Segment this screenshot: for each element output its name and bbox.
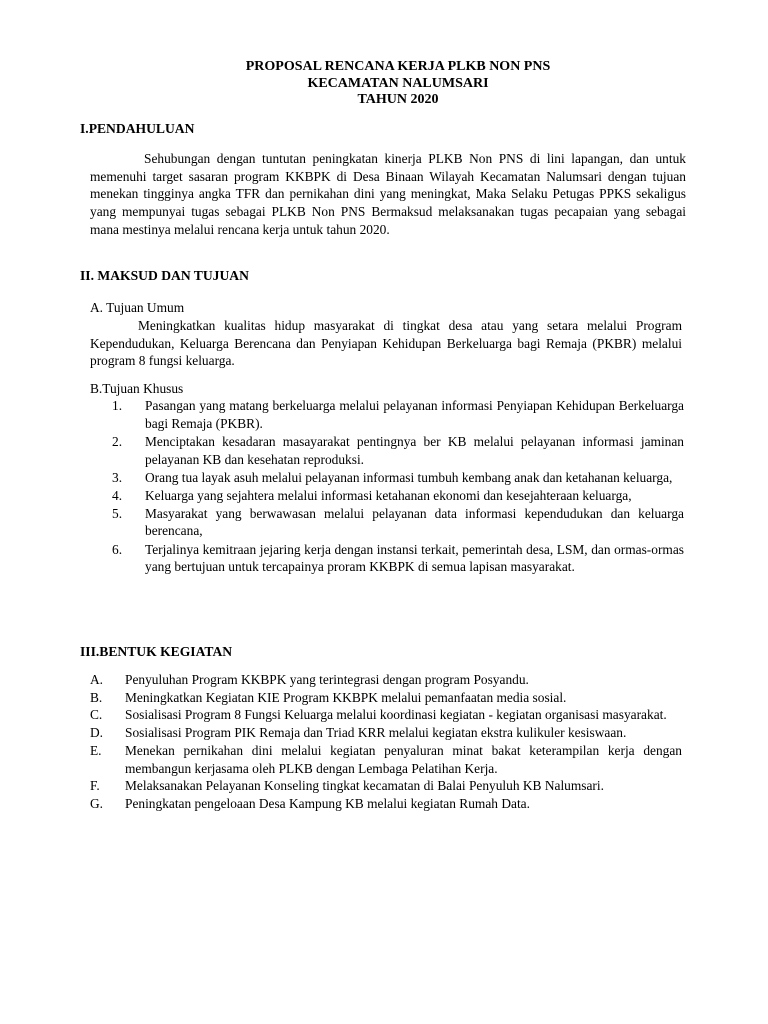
list-item — [90, 487, 684, 505]
list-item-text: Orang tua layak asuh melalui pelayanan informasi tumbuh kembang anak dan ketahanan keluarga, — [145, 469, 673, 485]
list-item — [90, 505, 684, 540]
title-line-1: PROPOSAL RENCANA KERJA PLKB NON PNS — [245, 59, 551, 74]
list-item-text: Terjalinya kemitraan jejaring kerja dengan instansi terkait, pemerintah desa, LSM, dan ormas-ormas yang bertujuan untuk tercapainya proram KKBPK di semua lapisan masyarakat. — [145, 541, 684, 575]
list-item-text: Sosialisasi Program PIK Remaja dan Triad KRR melalui kegiatan ekstra kulikuler kesiswaan. — [125, 725, 627, 741]
list-item-letter: D. — [90, 725, 104, 741]
list-item-number: 2. — [112, 433, 123, 449]
list-item — [90, 724, 682, 742]
list-item — [90, 469, 684, 487]
list-item — [90, 671, 682, 689]
list-item — [90, 777, 682, 795]
tujuan-umum-text: Meningkatkan kualitas hidup masyarakat di tingkat desa atau yang setara melalui Program Kependudukan, Keluarga Berencana dan Penyiapan Kehidupan Berkeluarga bagi Remaja (PKBR) melalui program 8 fungsi keluarga. — [90, 318, 682, 369]
bentuk-kegiatan-list — [90, 671, 682, 813]
list-item-text: Pasangan yang matang berkeluarga melalui pelayanan informasi Penyiapan Kehidupan Berkeluarga bagi Remaja (PKBR). — [145, 398, 684, 431]
list-item-text: Peningkatan pengeloaan Desa Kampung KB melalui kegiatan Rumah Data. — [125, 795, 530, 811]
list-item — [90, 397, 684, 432]
tujuan-umum-label: A. Tujuan Umum — [90, 300, 185, 315]
list-item-text: Keluarga yang sejahtera melalui informasi ketahanan ekonomi dan kesejahteraan keluarga, — [145, 487, 632, 503]
list-item-text: Sosialisasi Program 8 Fungsi Keluarga melalui koordinasi kegiatan - kegiatan organisasi masyarakat. — [125, 707, 667, 723]
tujuan-umum-paragraph — [90, 317, 682, 370]
title-line-2: KECAMATAN NALUMSARI — [307, 75, 489, 91]
document-title — [0, 59, 768, 109]
list-item-letter: B. — [90, 689, 103, 705]
list-item-text: Melaksanakan Pelayanan Konseling tingkat kecamatan di Balai Penyuluh KB Nalumsari. — [125, 778, 604, 794]
list-item-letter: C. — [90, 707, 103, 723]
list-item-text: Menekan pernikahan dini melalui kegiatan penyaluran minat bakat keterampilan kerja dengan membangun kerjasama oleh PLKB dengan Lembaga Pelatihan Kerja. — [125, 742, 682, 776]
list-item-number: 6. — [112, 541, 123, 557]
list-item — [90, 433, 684, 468]
tujuan-khusus-list — [90, 397, 684, 576]
pendahuluan-paragraph — [90, 150, 686, 239]
list-item-letter: A. — [90, 672, 104, 687]
list-item-number: 4. — [112, 487, 123, 503]
list-item-letter: G. — [90, 795, 104, 811]
list-item-letter: E. — [90, 742, 102, 758]
list-item — [90, 541, 684, 576]
list-item — [90, 706, 682, 724]
list-item — [90, 689, 682, 707]
list-item-text: Masyarakat yang berwawasan melalui pelayanan data informasi kependudukan dan keluarga berencana, — [145, 505, 684, 539]
title-line-3: TAHUN 2020 — [357, 92, 439, 107]
section-heading-bentuk-kegiatan: III.BENTUK KEGIATAN — [80, 644, 233, 659]
list-item-text: Menciptakan kesadaran masayarakat pentingnya ber KB melalui pelayanan informasi jaminan pelayanan KB dan kesehatan reproduksi. — [145, 433, 684, 467]
list-item-number: 5. — [112, 505, 123, 521]
list-item-letter: F. — [90, 778, 100, 794]
pendahuluan-text: Sehubungan dengan tuntutan peningkatan kinerja PLKB Non PNS di lini lapangan, dan untuk memenuhi target sasaran program KKBPK di Desa Binaan Wilayah Kecamatan Nalumsari dengan tujuan menekan tingginya angka TFR dan pernikahan dini yang meningkat, Maka Selaku Petugas PPKS sekaligus yang mempunyai tugas sebagai PLKB Non PNS Bermaksud melaksanakan tugas pecapaian yang sebagai mana mestinya melalui rencana kerja untuk tahun 2020. — [90, 151, 686, 237]
list-item-number: 3. — [112, 469, 123, 485]
list-item — [90, 742, 682, 777]
section-heading-pendahuluan: I.PENDAHULUAN — [80, 121, 195, 136]
list-item-text: Penyuluhan Program KKBPK yang terintegrasi dengan program Posyandu. — [125, 672, 529, 687]
list-item-text: Meningkatkan Kegiatan KIE Program KKBPK melalui pemanfaatan media sosial. — [125, 689, 567, 705]
list-item-number: 1. — [112, 398, 123, 413]
section-heading-maksud-tujuan: II. MAKSUD DAN TUJUAN — [80, 268, 249, 283]
list-item — [90, 795, 682, 813]
tujuan-khusus-label: B.Tujuan Khusus — [90, 381, 184, 396]
